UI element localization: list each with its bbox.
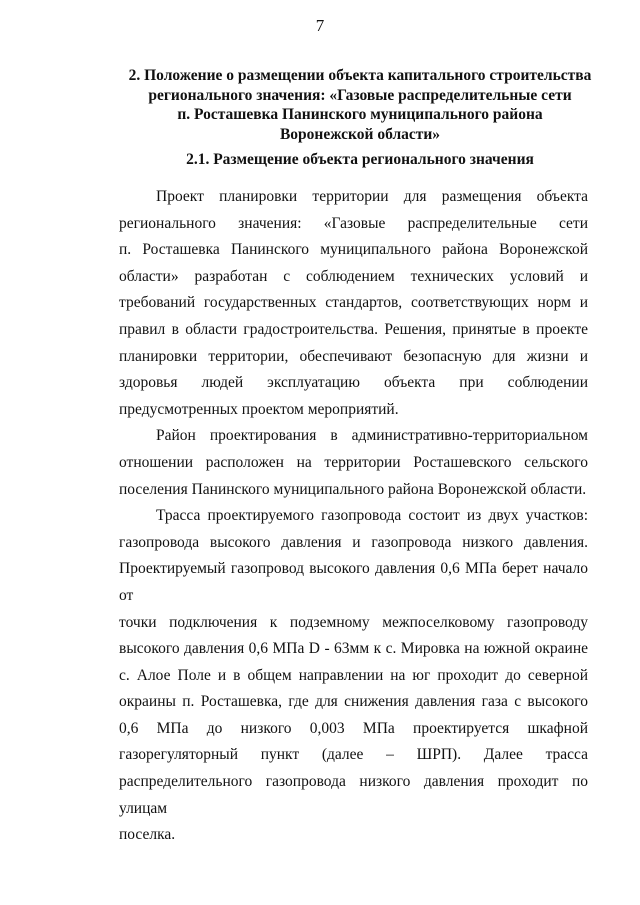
- section-heading: [110, 66, 610, 144]
- text-line: Трасса проектируемого газопровода состоит из двух участков:: [156, 507, 588, 525]
- text-line: Район проектирования в административно-территориальном: [156, 427, 588, 445]
- text-line: правил в области градостроительства. Решения, принятые в проекте: [119, 320, 588, 338]
- text-line: Проектируемый газопровод высокого давления 0,6 МПа берет начало от: [119, 560, 588, 604]
- text-line: высокого давления 0,6 МПа D - 63мм к с. Мировка на южной окраине: [119, 640, 588, 658]
- text-line: газопровода высокого давления и газопровода низкого давления.: [119, 533, 588, 551]
- subsection-heading: 2.1. Размещение объекта регионального значения: [186, 151, 534, 168]
- text-line: регионального значения: «Газовые распределительные сети: [119, 214, 588, 232]
- section-heading-line: регионального значения: «Газовые распределительные сети: [148, 86, 572, 104]
- section-heading-line: 2. Положение о размещении объекта капитального строительства: [128, 67, 592, 84]
- text-line: распределительного газопровода низкого давления проходит по улицам: [119, 773, 588, 817]
- text-line: области» разработан с соблюдением технических условий и: [119, 267, 588, 285]
- paragraph-project-planning: [119, 184, 588, 423]
- text-line: здоровья людей эксплуатацию объекта при соблюдении: [119, 374, 588, 392]
- section-heading-line: Воронежской области»: [279, 125, 441, 143]
- section-heading-line: п. Росташевка Панинского муниципального района: [177, 106, 543, 123]
- text-line: планировки территории, обеспечивают безопасную для жизни и: [119, 347, 588, 365]
- text-line: точки подключения к подземному межпоселковому газопроводу: [119, 613, 588, 631]
- page-number: 7: [315, 16, 325, 35]
- text-line: Проект планировки территории для размещения объекта: [156, 188, 588, 205]
- text-line: газорегуляторный пункт (далее – ШРП). Далее трасса: [119, 746, 588, 764]
- text-line: отношении расположен на территории Росташевского сельского: [119, 453, 588, 471]
- text-line: 0,6 МПа до низкого 0,003 МПа проектируется шкафной: [119, 719, 588, 737]
- paragraph-design-area: [119, 423, 588, 503]
- text-line: окраины п. Росташевка, где для снижения давления газа с высокого: [119, 693, 588, 711]
- text-line: поселения Панинского муниципального района Воронежской области.: [119, 480, 587, 498]
- text-line: с. Алое Поле и в общем направлении на юг проходит до северной: [119, 666, 588, 684]
- body-text: [119, 184, 588, 849]
- text-line: требований государственных стандартов, соответствующих норм и: [119, 294, 588, 312]
- text-line: предусмотренных проектом мероприятий.: [119, 400, 399, 418]
- text-line: поселка.: [119, 826, 176, 844]
- paragraph-gas-pipeline-route: [119, 503, 588, 849]
- text-line: п. Росташевка Панинского муниципального района Воронежской: [119, 241, 588, 259]
